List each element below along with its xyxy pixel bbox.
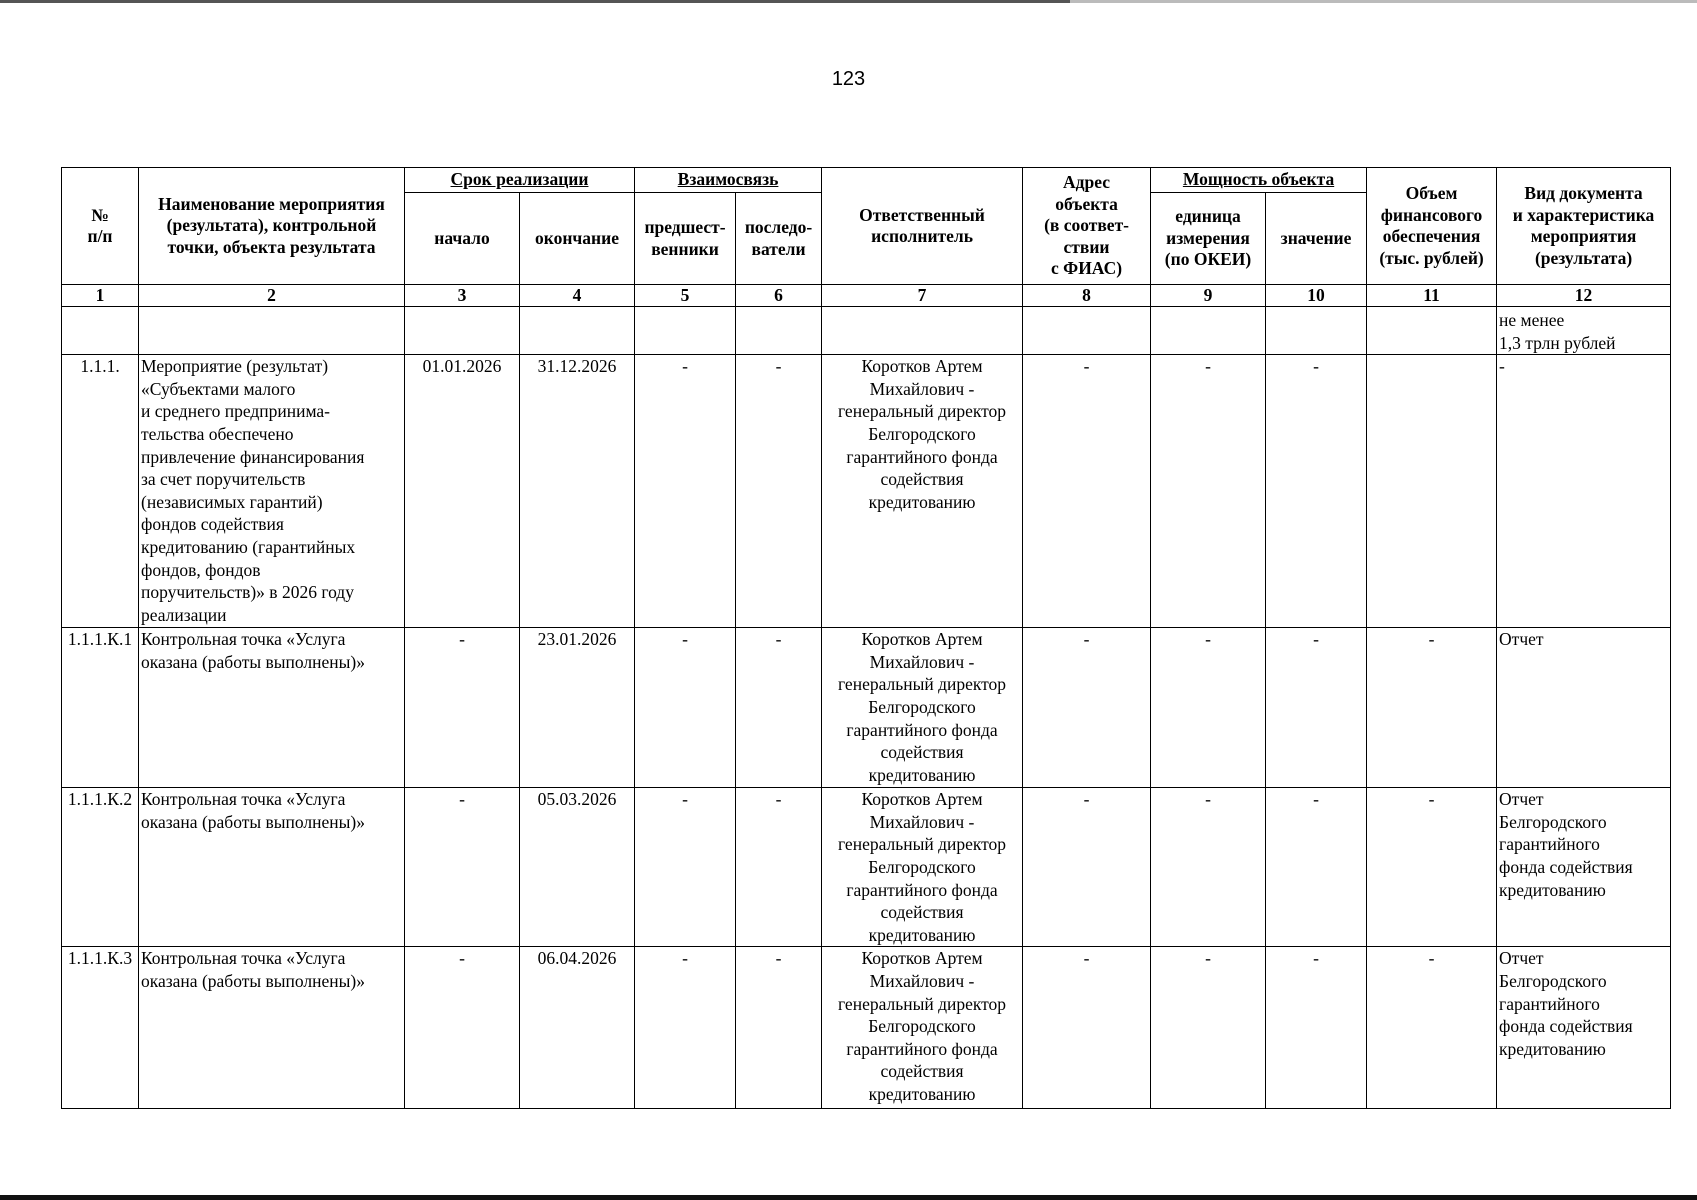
cell-executor (822, 628, 1023, 788)
cell-succ: - (736, 947, 822, 1109)
cell-address: - (1023, 788, 1151, 947)
header-capacity-value: значение (1266, 193, 1367, 285)
header-row-1 (62, 168, 1671, 193)
cell-executor (822, 307, 1023, 355)
cell-value (1266, 307, 1367, 355)
cell-start: - (405, 947, 520, 1109)
header-capacity-unit (1151, 193, 1266, 285)
header-num (62, 168, 139, 285)
cell-name (139, 307, 405, 355)
cell-value: - (1266, 788, 1367, 947)
implementation-plan-table (61, 167, 1671, 1109)
cell-succ: - (736, 788, 822, 947)
cell-end: 31.12.2026 (520, 355, 635, 628)
cell-name (139, 628, 405, 788)
cell-name (139, 788, 405, 947)
cell-name (139, 947, 405, 1109)
bottom-border-line (0, 1195, 1697, 1200)
cell-num: 1.1.1.К.3 (62, 947, 139, 1109)
cell-address: - (1023, 947, 1151, 1109)
cell-doc (1497, 947, 1671, 1109)
cell-unit: - (1151, 355, 1266, 628)
table-row (62, 355, 1671, 628)
top-border-line (0, 0, 1697, 3)
header-doc-type (1497, 168, 1671, 285)
cell-start (405, 307, 520, 355)
cell-end: 23.01.2026 (520, 628, 635, 788)
column-number: 6 (736, 285, 822, 307)
cell-name-text: Мероприятие (результат) «Субъектами малого и среднего предпринима- тельства обеспечено привлечение финансирования за счет поручительств (независимых гарантий) фондов содействия кредитованию (гарантийных фондов, фондов поручительств)» в 2026 году реализации (141, 356, 365, 625)
cell-address: - (1023, 628, 1151, 788)
header-address-text: Адрес объекта (в соответ- ствии с ФИАС) (1044, 172, 1129, 279)
header-doc-type-text: Вид документа и характеристика мероприятия (результата) (1512, 183, 1655, 268)
cell-executor (822, 947, 1023, 1109)
header-capacity-group: Мощность объекта (1151, 168, 1367, 193)
cell-finance (1367, 355, 1497, 628)
column-number-row (62, 285, 1671, 307)
column-number: 11 (1367, 285, 1497, 307)
cell-address: - (1023, 355, 1151, 628)
header-num-text: № п/п (87, 204, 113, 246)
cell-name-text: Контрольная точка «Услуга оказана (работы выполнены)» (141, 789, 365, 832)
cell-start: 01.01.2026 (405, 355, 520, 628)
column-number: 12 (1497, 285, 1671, 307)
cell-finance: - (1367, 947, 1497, 1109)
cell-end: 05.03.2026 (520, 788, 635, 947)
column-number: 4 (520, 285, 635, 307)
cell-name (139, 355, 405, 628)
cell-succ (736, 307, 822, 355)
cell-unit: - (1151, 947, 1266, 1109)
column-number: 7 (822, 285, 1023, 307)
column-number: 9 (1151, 285, 1266, 307)
cell-pred: - (635, 628, 736, 788)
cell-doc (1497, 628, 1671, 788)
cell-name-text: Контрольная точка «Услуга оказана (работы выполнены)» (141, 629, 365, 672)
cell-unit: - (1151, 628, 1266, 788)
cell-num: 1.1.1.К.1 (62, 628, 139, 788)
cell-num (62, 307, 139, 355)
cell-finance (1367, 307, 1497, 355)
header-link-succ (736, 193, 822, 285)
cell-pred (635, 307, 736, 355)
cell-num: 1.1.1. (62, 355, 139, 628)
cell-doc-text: не менее 1,3 трлн рублей (1499, 310, 1616, 353)
header-link-succ-text: последо- ватели (744, 217, 813, 259)
header-link-pred-text: предшест- венники (644, 217, 726, 259)
cell-executor-text: Коротков Артем Михайлович - генеральный директор Белгородского гарантийного фонда содействия кредитованию (837, 948, 1007, 1104)
table-row (62, 307, 1671, 355)
cell-finance: - (1367, 628, 1497, 788)
cell-unit: - (1151, 788, 1266, 947)
cell-finance: - (1367, 788, 1497, 947)
cell-doc (1497, 788, 1671, 947)
header-finance-text: Объем финансового обеспечения (тыс. рублей) (1379, 183, 1484, 268)
table-row (62, 628, 1671, 788)
cell-pred: - (635, 355, 736, 628)
header-term-end: окончание (520, 193, 635, 285)
cell-num: 1.1.1.К.2 (62, 788, 139, 947)
header-name-text: Наименование мероприятия (результата), контрольной точки, объекта результата (158, 193, 385, 257)
cell-address (1023, 307, 1151, 355)
table-row (62, 788, 1671, 947)
cell-value: - (1266, 355, 1367, 628)
cell-value: - (1266, 947, 1367, 1109)
page-number: 123 (831, 68, 866, 90)
header-executor: Ответственный исполнитель (822, 168, 1023, 285)
cell-doc: - (1497, 355, 1671, 628)
table-row (62, 947, 1671, 1109)
column-number: 2 (139, 285, 405, 307)
cell-doc-text: Отчет Белгородского гарантийного фонда содействия кредитованию (1499, 789, 1633, 900)
cell-executor (822, 788, 1023, 947)
header-finance (1367, 168, 1497, 285)
cell-executor-text: Коротков Артем Михайлович - генеральный директор Белгородского гарантийного фонда содействия кредитованию (837, 789, 1007, 945)
cell-pred: - (635, 788, 736, 947)
cell-unit (1151, 307, 1266, 355)
header-name (139, 168, 405, 285)
cell-executor (822, 355, 1023, 628)
header-address (1023, 168, 1151, 285)
cell-pred: - (635, 947, 736, 1109)
cell-value: - (1266, 628, 1367, 788)
cell-succ: - (736, 355, 822, 628)
header-link-group: Взаимосвязь (635, 168, 822, 193)
column-number: 3 (405, 285, 520, 307)
column-number: 8 (1023, 285, 1151, 307)
cell-succ: - (736, 628, 822, 788)
cell-name-text: Контрольная точка «Услуга оказана (работы выполнены)» (141, 948, 365, 991)
cell-start: - (405, 628, 520, 788)
cell-executor-text: Коротков Артем Михайлович - генеральный директор Белгородского гарантийного фонда содействия кредитованию (837, 629, 1007, 785)
cell-doc (1497, 307, 1671, 355)
cell-start: - (405, 788, 520, 947)
header-term-group: Срок реализации (405, 168, 635, 193)
column-number: 5 (635, 285, 736, 307)
column-number: 10 (1266, 285, 1367, 307)
header-capacity-unit-text: единица измерения (по ОКЕИ) (1164, 206, 1252, 270)
cell-doc-text: Отчет (1499, 629, 1544, 650)
header-term-start: начало (405, 193, 520, 285)
header-link-pred (635, 193, 736, 285)
column-number: 1 (62, 285, 139, 307)
cell-executor-text: Коротков Артем Михайлович - генеральный директор Белгородского гарантийного фонда содействия кредитованию (837, 356, 1007, 512)
cell-end (520, 307, 635, 355)
cell-end: 06.04.2026 (520, 947, 635, 1109)
cell-doc-text: Отчет Белгородского гарантийного фонда содействия кредитованию (1499, 948, 1633, 1059)
